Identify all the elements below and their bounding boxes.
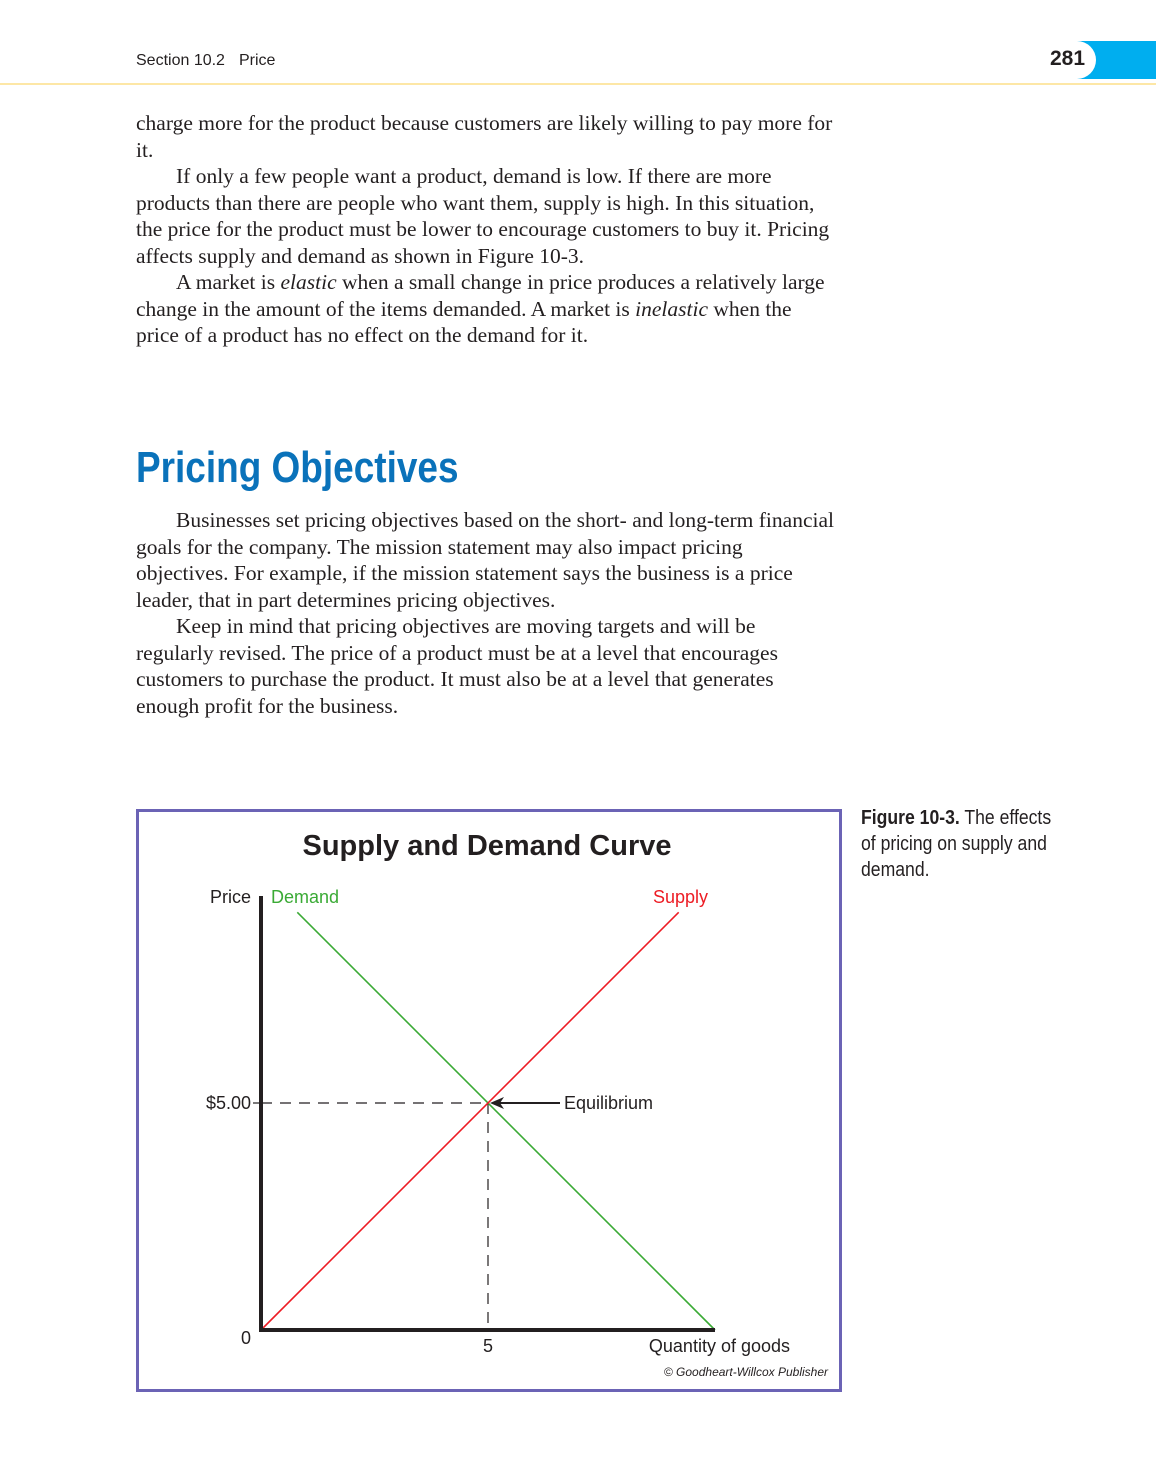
- section-heading: Pricing Objectives: [136, 443, 459, 492]
- page-number: 281: [1050, 47, 1086, 70]
- equilibrium-label: Equilibrium: [564, 1093, 654, 1113]
- x-axis-label: Quantity of goods: [648, 1336, 790, 1356]
- figure-caption: [861, 805, 1055, 883]
- term-inelastic: inelastic: [635, 296, 709, 321]
- section-number: Section 10.2: [136, 52, 225, 69]
- y-tick-label: $5.00: [205, 1093, 251, 1113]
- paragraph: Keep in mind that pricing objectives are moving targets and will be regularly revised. The price of a product must be at a level that encourages customers to purchase the product. It must also be at a level that generates enough profit for the business.: [136, 614, 778, 718]
- paragraph: Businesses set pricing objectives based on the short- and long-term financial goals for the company. The mission statement may also impact pricing objectives. For example, if the mission statement says the business is a price leader, that in part determines pricing objectives.: [136, 508, 834, 612]
- copyright-credit: © Goodheart-Willcox Publisher: [663, 1365, 828, 1379]
- section-title: Price: [238, 52, 276, 69]
- origin-label: 0: [240, 1328, 252, 1348]
- supply-line: [261, 912, 679, 1330]
- term-elastic: elastic: [280, 270, 337, 294]
- text: when the price of a product has no effect on the demand for it.: [136, 296, 792, 347]
- legend-demand: Demand: [271, 887, 340, 907]
- paragraph: charge more for the product because customers are likely willing to pay more for it.: [136, 111, 833, 162]
- caption-text: The effects of pricing on supply and demand.: [861, 807, 1052, 881]
- legend-supply: Supply: [652, 887, 708, 907]
- y-axis-label: Price: [209, 887, 251, 907]
- text: when a small change in price produces a relatively large change in the amount of the items demanded. A market is: [136, 270, 825, 321]
- chart-title: Supply and Demand Curve: [302, 830, 672, 862]
- demand-line: [297, 912, 715, 1330]
- paragraph: If only a few people want a product, demand is low. If there are more products than there are people who want them, supply is high. In this situation, the price for the product must be lower to encourage customers to buy it. Pricing affects supply and demand as shown in Figure 10-3.: [136, 164, 830, 268]
- figure-label: Figure 10-3.: [861, 807, 960, 829]
- text: A market is: [176, 270, 281, 294]
- x-tick-label: 5: [482, 1336, 494, 1356]
